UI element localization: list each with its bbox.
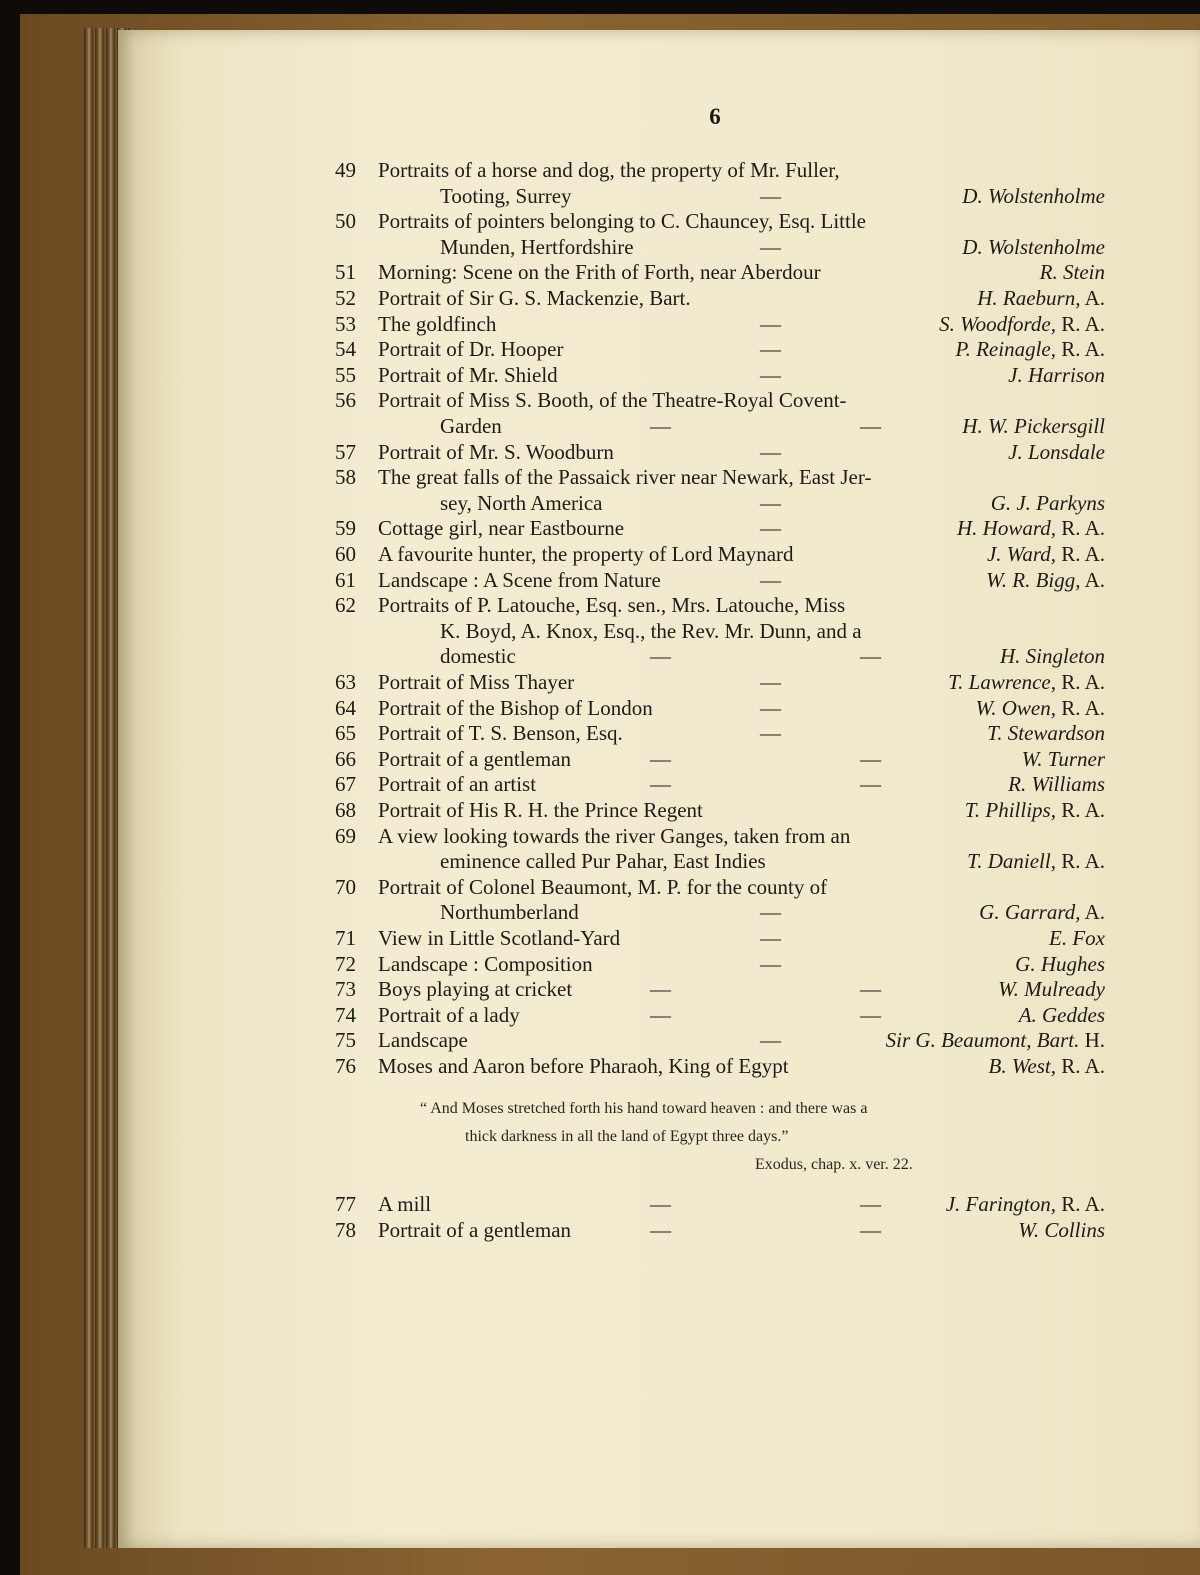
entry-title: Morning: Scene on the Frith of Forth, near Aberdour <box>378 260 821 285</box>
entry-number: 59 <box>335 516 356 541</box>
entry-dash: — <box>860 746 881 771</box>
entry-title: Portraits of P. Latouche, Esq. sen., Mrs. Latouche, Miss <box>378 593 846 618</box>
entry-artist <box>998 976 1105 1002</box>
artist-suffix: A. <box>1080 286 1105 310</box>
artist-name: S. Woodforde, <box>939 311 1056 336</box>
entry-dash: — <box>860 772 881 797</box>
entry-title: Northumberland <box>440 900 579 925</box>
quote-citation: Exodus, chap. x. ver. 22. <box>755 1156 913 1173</box>
entry-artist <box>965 797 1105 823</box>
entry-line <box>0 823 1200 849</box>
artist-suffix: R. A. <box>1055 1192 1105 1216</box>
artist-name: T. Stewardson <box>987 721 1105 746</box>
entry-dash: — <box>760 951 781 976</box>
entry-number: 78 <box>335 1217 356 1242</box>
entry-number: 75 <box>335 1028 356 1053</box>
entry-dash: — <box>650 1192 671 1216</box>
entry-dash: — <box>760 1028 781 1053</box>
entry-line <box>0 234 1200 260</box>
entry-line <box>0 592 1200 618</box>
entry-artist <box>986 567 1105 593</box>
artist-suffix: A. <box>1080 900 1105 925</box>
entry-dash: — <box>650 1217 671 1242</box>
entry-artist <box>946 1191 1105 1217</box>
entry-line <box>0 669 1200 695</box>
artist-name: G. Garrard, <box>979 900 1081 925</box>
entry-dash: — <box>760 926 781 950</box>
entry-number: 65 <box>335 721 356 746</box>
artist-name: T. Lawrence, <box>948 670 1056 694</box>
entry-artist <box>1040 259 1105 285</box>
entry-dash: — <box>760 567 781 592</box>
scripture-quote <box>420 1095 1040 1185</box>
entry-title: Portrait of Dr. Hooper <box>378 337 564 362</box>
entry-title: View in Little Scotland-Yard <box>378 926 621 950</box>
entry-line <box>0 439 1200 465</box>
entry-line <box>0 157 1200 183</box>
entry-title: domestic <box>440 644 516 669</box>
entry-number: 66 <box>335 746 356 771</box>
entry-artist <box>987 720 1105 746</box>
entry-number: 74 <box>335 1002 356 1027</box>
entry-number: 56 <box>335 388 356 413</box>
entry-line <box>0 1217 1200 1243</box>
entry-line <box>0 643 1200 669</box>
entry-artist <box>987 541 1105 567</box>
entry-artist <box>962 413 1105 439</box>
artist-suffix: R. A. <box>1055 670 1105 694</box>
page-number: 6 <box>709 104 721 129</box>
entry-number: 51 <box>335 260 356 285</box>
entry-number: 57 <box>335 439 356 464</box>
artist-name: A. Geddes <box>1018 1002 1105 1027</box>
artist-suffix: R. A. <box>1055 849 1105 874</box>
entry-artist <box>1015 951 1105 977</box>
entry-artist <box>886 1027 1105 1053</box>
entry-number: 60 <box>335 542 356 566</box>
entry-number: 52 <box>335 286 356 310</box>
entry-line <box>0 336 1200 362</box>
entry-title: Portrait of an artist <box>378 772 537 797</box>
artist-name: W. Owen, <box>975 695 1056 720</box>
entry-dash: — <box>760 516 781 541</box>
entry-title: Portrait of His R. H. the Prince Regent <box>378 798 703 822</box>
entry-line <box>0 746 1200 772</box>
entry-number: 54 <box>335 337 356 362</box>
entry-artist <box>939 311 1105 337</box>
artist-name: J. Harrison <box>1008 362 1105 387</box>
entry-number: 68 <box>335 798 356 822</box>
entry-artist <box>967 848 1105 874</box>
entry-number: 50 <box>335 209 356 234</box>
entry-line <box>0 387 1200 413</box>
entry-title: Garden <box>440 414 502 438</box>
entry-dash: — <box>760 311 781 336</box>
entry-title: Portrait of T. S. Benson, Esq. <box>378 721 623 746</box>
entry-title: Portrait of Miss Thayer <box>378 670 575 694</box>
entry-artist <box>962 183 1105 209</box>
entry-dash: — <box>860 1002 881 1027</box>
entry-number: 73 <box>335 977 356 1002</box>
artist-suffix: R. A. <box>1055 1054 1105 1078</box>
entry-number: 69 <box>335 823 356 848</box>
entry-line <box>0 618 1200 644</box>
entry-number: 72 <box>335 951 356 976</box>
entry-line <box>0 1002 1200 1028</box>
entry-title: Landscape : A Scene from Nature <box>378 567 661 592</box>
artist-suffix: R. A. <box>1055 516 1105 541</box>
entry-line <box>0 976 1200 1002</box>
entry-title: A view looking towards the river Ganges, taken from an <box>378 823 851 848</box>
artist-suffix: R. A. <box>1055 695 1105 720</box>
entry-artist <box>957 515 1105 541</box>
entry-line <box>0 899 1200 925</box>
entry-title: The goldfinch <box>378 311 497 336</box>
entry-artist <box>1049 925 1105 951</box>
entry-dash: — <box>860 414 881 438</box>
entry-dash: — <box>760 900 781 925</box>
entry-artist <box>1019 1002 1105 1028</box>
entry-line <box>0 848 1200 874</box>
entry-title: Portrait of a gentleman <box>378 1217 572 1242</box>
entry-dash: — <box>860 1192 881 1216</box>
entry-line <box>0 490 1200 516</box>
entry-title: Portrait of a gentleman <box>378 746 572 771</box>
entry-title: Boys playing at cricket <box>378 977 573 1002</box>
entry-title: A mill <box>378 1192 432 1216</box>
entry-title: A favourite hunter, the property of Lord Maynard <box>378 542 794 566</box>
entry-line <box>0 413 1200 439</box>
artist-name: E. Fox <box>1049 926 1105 950</box>
entry-title: Landscape <box>378 1028 468 1053</box>
entry-line <box>0 515 1200 541</box>
artist-name: W. Collins <box>1018 1217 1105 1242</box>
entry-title: The great falls of the Passaick river near Newark, East Jer- <box>378 465 872 490</box>
entry-artist <box>979 899 1105 925</box>
artist-name: H. Singleton <box>1000 644 1105 669</box>
artist-suffix: R. A. <box>1055 798 1105 822</box>
entry-number: 63 <box>335 670 356 694</box>
artist-name: J. Farington, <box>945 1192 1056 1216</box>
entry-dash: — <box>650 772 671 797</box>
entry-dash: — <box>650 414 671 438</box>
entry-dash: — <box>760 337 781 362</box>
entry-title: Portrait of the Bishop of London <box>378 695 653 720</box>
entry-title: Portrait of Mr. S. Woodburn <box>378 439 614 464</box>
entry-title: Portrait of Miss S. Booth, of the Theatre-Royal Covent- <box>378 388 847 413</box>
entry-dash: — <box>760 490 781 515</box>
entry-line <box>0 1027 1200 1053</box>
entry-title: Portraits of a horse and dog, the property of Mr. Fuller, <box>378 158 840 182</box>
artist-name: H. Howard, <box>957 516 1056 541</box>
entry-dash: — <box>760 362 781 387</box>
entry-title: Portraits of pointers belonging to C. Chauncey, Esq. Little <box>378 209 866 234</box>
entry-artist <box>962 234 1105 260</box>
artist-name: T. Daniell, <box>967 849 1056 874</box>
entry-title: Portrait of Mr. Shield <box>378 362 558 387</box>
entry-dash: — <box>760 721 781 746</box>
entry-artist <box>989 1053 1106 1079</box>
entry-dash: — <box>860 977 881 1002</box>
artist-suffix: R. A. <box>1055 337 1105 362</box>
entry-dash: — <box>760 695 781 720</box>
artist-name: T. Phillips, <box>964 798 1056 822</box>
entry-line <box>0 285 1200 311</box>
entry-title: K. Boyd, A. Knox, Esq., the Rev. Mr. Dunn, and a <box>440 618 862 643</box>
entry-number: 64 <box>335 695 356 720</box>
entry-number: 70 <box>335 874 356 899</box>
entry-line <box>0 567 1200 593</box>
entry-dash: — <box>860 1217 881 1242</box>
quote-line-1: “ And Moses stretched forth his hand toward heaven : and there was a <box>420 1100 868 1117</box>
entry-title: Portrait of Sir G. S. Mackenzie, Bart. <box>378 286 691 310</box>
artist-name: G. Hughes <box>1015 951 1105 976</box>
entry-dash: — <box>860 644 881 669</box>
entry-artist <box>1022 746 1105 772</box>
entry-number: 62 <box>335 593 356 618</box>
entry-number: 61 <box>335 567 356 592</box>
artist-name: W. R. Bigg, <box>986 567 1081 592</box>
entry-artist <box>1008 362 1105 388</box>
artist-name: W. Mulready <box>998 977 1105 1002</box>
entry-line <box>0 311 1200 337</box>
entry-dash: — <box>650 977 671 1002</box>
entry-line <box>0 362 1200 388</box>
artist-name: G. J. Parkyns <box>990 490 1105 515</box>
artist-name: J. Ward, <box>986 542 1056 566</box>
entry-title: Portrait of a lady <box>378 1002 520 1027</box>
entry-artist <box>1008 771 1105 797</box>
artist-name: B. West, <box>988 1054 1056 1078</box>
entry-number: 77 <box>335 1192 356 1216</box>
artist-name: H. W. Pickersgill <box>962 414 1105 438</box>
entry-line <box>0 541 1200 567</box>
artist-name: H. Raeburn, <box>977 286 1081 310</box>
entry-artist <box>1008 439 1105 465</box>
entry-dash: — <box>760 439 781 464</box>
entry-line <box>0 771 1200 797</box>
entry-line <box>0 951 1200 977</box>
entry-dash: — <box>760 234 781 259</box>
artist-name: J. Lonsdale <box>1008 439 1105 464</box>
artist-name: R. Stein <box>1039 260 1105 285</box>
entry-line <box>0 797 1200 823</box>
entry-artist <box>976 695 1105 721</box>
entry-line <box>0 874 1200 900</box>
entry-dash: — <box>650 1002 671 1027</box>
entry-artist <box>955 336 1105 362</box>
entry-number: 67 <box>335 772 356 797</box>
entry-number: 53 <box>335 311 356 336</box>
entry-artist <box>948 669 1105 695</box>
artist-name: Sir G. Beaumont, Bart. <box>885 1028 1080 1053</box>
entry-number: 71 <box>335 926 356 950</box>
entry-line <box>0 208 1200 234</box>
entry-title: Munden, Hertfordshire <box>440 234 634 259</box>
entry-title: Portrait of Colonel Beaumont, M. P. for the county of <box>378 874 828 899</box>
entry-title: Moses and Aaron before Pharaoh, King of Egypt <box>378 1054 789 1078</box>
entry-line <box>0 695 1200 721</box>
entry-number: 76 <box>335 1054 356 1078</box>
quote-line-2: thick darkness in all the land of Egypt three days.” <box>465 1128 789 1145</box>
entry-line <box>0 925 1200 951</box>
entry-title: sey, North America <box>440 490 603 515</box>
artist-name: P. Reinagle, <box>955 337 1056 362</box>
entry-line <box>0 1053 1200 1079</box>
entry-dash: — <box>650 746 671 771</box>
entry-number: 49 <box>335 158 356 182</box>
artist-name: W. Turner <box>1021 746 1105 771</box>
entry-artist <box>1018 1217 1105 1243</box>
entry-title: Landscape : Composition <box>378 951 593 976</box>
entry-number: 58 <box>335 465 356 490</box>
entry-title: eminence called Pur Pahar, East Indies <box>440 849 766 874</box>
entry-line <box>0 259 1200 285</box>
entry-artist <box>991 490 1105 516</box>
entry-artist <box>977 285 1105 311</box>
entry-dash: — <box>760 183 781 208</box>
artist-suffix: A. <box>1080 567 1105 592</box>
artist-name: D. Wolstenholme <box>962 183 1105 208</box>
artist-name: D. Wolstenholme <box>962 234 1105 259</box>
entry-dash: — <box>650 644 671 669</box>
artist-suffix: R. A. <box>1055 542 1105 566</box>
entry-artist <box>1000 643 1105 669</box>
artist-name: R. Williams <box>1008 772 1105 797</box>
artist-suffix: H. <box>1079 1028 1105 1053</box>
entry-line <box>0 464 1200 490</box>
entry-title: Tooting, Surrey <box>440 183 572 208</box>
entry-dash: — <box>760 670 781 694</box>
entry-number: 55 <box>335 362 356 387</box>
entry-line <box>0 1191 1200 1217</box>
entry-line <box>0 720 1200 746</box>
artist-suffix: R. A. <box>1055 311 1105 336</box>
entry-title: Cottage girl, near Eastbourne <box>378 516 625 541</box>
entry-line <box>0 183 1200 209</box>
